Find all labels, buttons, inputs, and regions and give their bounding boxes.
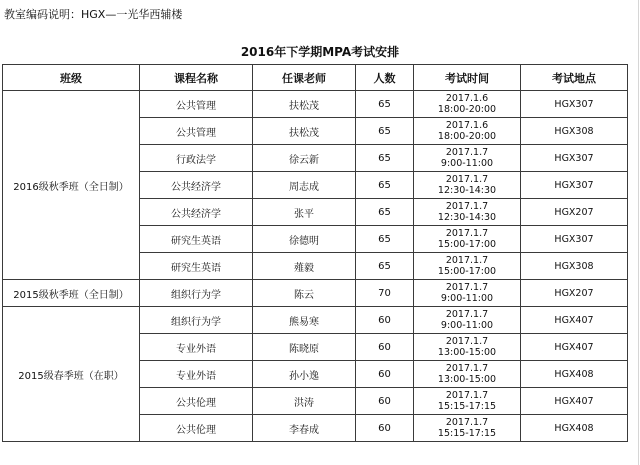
exam-time-cell (414, 280, 521, 307)
exam-time-cell (414, 307, 521, 334)
exam-hours: 15:15-17:15 (437, 428, 497, 439)
exam-date: 2017.1.7 (445, 282, 489, 293)
header-teacher: 任课老师 (253, 65, 356, 91)
exam-date: 2017.1.7 (445, 390, 489, 401)
table-row (3, 91, 628, 118)
exam-date: 2017.1.7 (445, 309, 489, 320)
exam-date: 2017.1.7 (445, 363, 489, 374)
exam-hours: 15:00-17:00 (437, 266, 497, 277)
course-cell: 专业外语 (140, 361, 253, 388)
class-cell: 2016级秋季班（全日制） (3, 91, 140, 280)
teacher-cell: 薤毅 (253, 253, 356, 280)
exam-time-cell (414, 253, 521, 280)
count-cell: 65 (356, 91, 414, 118)
teacher-cell: 李春成 (253, 415, 356, 442)
count-cell: 65 (356, 118, 414, 145)
exam-time-cell (414, 145, 521, 172)
exam-room-cell: HGX407 (521, 388, 628, 415)
exam-date: 2017.1.7 (445, 336, 489, 347)
count-cell: 65 (356, 172, 414, 199)
course-cell: 组织行为学 (140, 280, 253, 307)
exam-hours: 13:00-15:00 (437, 374, 497, 385)
teacher-cell: 周志成 (253, 172, 356, 199)
header-class: 班级 (3, 65, 140, 91)
exam-hours: 15:15-17:15 (437, 401, 497, 412)
exam-schedule-table (2, 64, 628, 442)
exam-time-cell (414, 118, 521, 145)
exam-room-cell: HGX307 (521, 172, 628, 199)
exam-room-cell: HGX308 (521, 118, 628, 145)
exam-date: 2017.1.6 (445, 120, 489, 131)
exam-hours: 18:00-20:00 (437, 131, 497, 142)
header-room: 考试地点 (521, 65, 628, 91)
exam-date: 2017.1.7 (445, 201, 489, 212)
count-cell: 60 (356, 361, 414, 388)
exam-hours: 9:00-11:00 (440, 293, 494, 304)
teacher-cell: 扶松茂 (253, 91, 356, 118)
course-cell: 公共伦理 (140, 388, 253, 415)
exam-hours: 9:00-11:00 (440, 320, 494, 331)
count-cell: 70 (356, 280, 414, 307)
exam-room-cell: HGX207 (521, 199, 628, 226)
course-cell: 行政法学 (140, 145, 253, 172)
exam-date: 2017.1.7 (445, 228, 489, 239)
exam-date: 2017.1.7 (445, 174, 489, 185)
count-cell: 65 (356, 199, 414, 226)
course-cell: 公共管理 (140, 118, 253, 145)
exam-room-cell: HGX307 (521, 145, 628, 172)
header-count: 人数 (356, 65, 414, 91)
class-cell: 2015级秋季班（全日制） (3, 280, 140, 307)
exam-room-cell: HGX408 (521, 415, 628, 442)
teacher-cell: 洪涛 (253, 388, 356, 415)
exam-room-cell: HGX207 (521, 280, 628, 307)
course-cell: 专业外语 (140, 334, 253, 361)
exam-time-cell (414, 388, 521, 415)
exam-hours: 18:00-20:00 (437, 104, 497, 115)
count-cell: 60 (356, 307, 414, 334)
exam-time-cell (414, 172, 521, 199)
course-cell: 组织行为学 (140, 307, 253, 334)
exam-hours: 13:00-15:00 (437, 347, 497, 358)
class-cell: 2015级春季班（在职） (3, 307, 140, 442)
exam-time-cell (414, 226, 521, 253)
course-cell: 研究生英语 (140, 226, 253, 253)
exam-date: 2017.1.6 (445, 93, 489, 104)
exam-time-cell (414, 334, 521, 361)
schedule-body (3, 91, 628, 442)
header-time: 考试时间 (414, 65, 521, 91)
exam-time-cell (414, 361, 521, 388)
teacher-cell: 张平 (253, 199, 356, 226)
header-course: 课程名称 (140, 65, 253, 91)
exam-time-cell (414, 415, 521, 442)
table-row (3, 307, 628, 334)
teacher-cell: 陈云 (253, 280, 356, 307)
count-cell: 65 (356, 145, 414, 172)
exam-hours: 9:00-11:00 (440, 158, 494, 169)
course-cell: 研究生英语 (140, 253, 253, 280)
exam-hours: 15:00-17:00 (437, 239, 497, 250)
exam-hours: 12:30-14:30 (437, 185, 497, 196)
exam-room-cell: HGX407 (521, 307, 628, 334)
sheet-gridline (638, 0, 639, 465)
exam-date: 2017.1.7 (445, 147, 489, 158)
exam-date: 2017.1.7 (445, 417, 489, 428)
teacher-cell: 陈晓原 (253, 334, 356, 361)
sheet-title: 2016年下学期MPA考试安排 (240, 45, 400, 59)
header-row (3, 65, 628, 91)
count-cell: 65 (356, 226, 414, 253)
course-cell: 公共管理 (140, 91, 253, 118)
teacher-cell: 孙小逸 (253, 361, 356, 388)
count-cell: 60 (356, 334, 414, 361)
count-cell: 60 (356, 415, 414, 442)
teacher-cell: 徐德明 (253, 226, 356, 253)
exam-room-cell: HGX307 (521, 91, 628, 118)
table-row (3, 280, 628, 307)
teacher-cell: 徐云新 (253, 145, 356, 172)
count-cell: 60 (356, 388, 414, 415)
exam-room-cell: HGX408 (521, 361, 628, 388)
course-cell: 公共经济学 (140, 172, 253, 199)
exam-date: 2017.1.7 (445, 255, 489, 266)
exam-time-cell (414, 91, 521, 118)
count-cell: 65 (356, 253, 414, 280)
exam-room-cell: HGX307 (521, 226, 628, 253)
exam-hours: 12:30-14:30 (437, 212, 497, 223)
teacher-cell: 扶松茂 (253, 118, 356, 145)
teacher-cell: 熊易寒 (253, 307, 356, 334)
exam-room-cell: HGX407 (521, 334, 628, 361)
course-cell: 公共伦理 (140, 415, 253, 442)
course-cell: 公共经济学 (140, 199, 253, 226)
exam-time-cell (414, 199, 521, 226)
exam-room-cell: HGX308 (521, 253, 628, 280)
classroom-code-note: 教室编码说明：HGX—一光华西辅楼 (4, 8, 183, 21)
